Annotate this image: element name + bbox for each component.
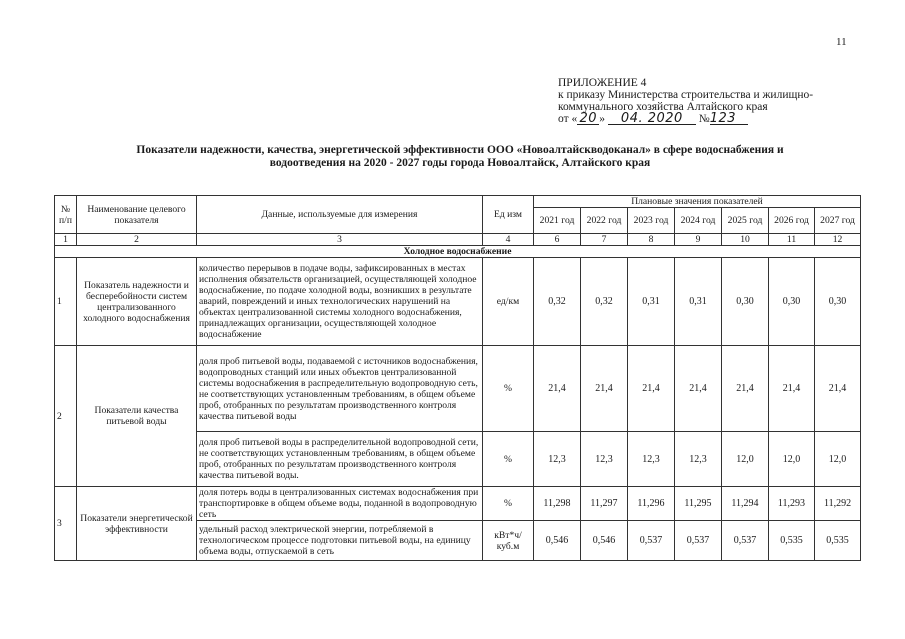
header-year: 2024 год	[675, 208, 722, 234]
unit-cell: ед/км	[483, 258, 534, 346]
value-cell: 12,0	[815, 432, 861, 487]
page-number: 11	[836, 36, 847, 48]
column-number: 11	[769, 234, 815, 246]
header-no: № п/п	[55, 196, 77, 234]
value-cell: 0,546	[581, 521, 628, 561]
unit-cell: кВт*ч/куб.м	[483, 521, 534, 561]
value-cell: 11,295	[675, 487, 722, 521]
appendix-block	[558, 77, 813, 125]
column-number: 4	[483, 234, 534, 246]
value-cell: 11,293	[769, 487, 815, 521]
unit-cell: %	[483, 432, 534, 487]
indicator-name: Показатель надежности и бесперебойности систем централизованного холодного водоснабжения	[77, 258, 197, 346]
header-name: Наименование целевого показателя	[77, 196, 197, 234]
measurement-data: доля потерь воды в централизованных системах водоснабжения при транспортировке в общем объеме воды, поданной в водопроводную сеть	[197, 487, 483, 521]
measurement-data: доля проб питьевой воды в распределительной водопроводной сети, не соответствующих установленным требованиям, в общем объеме проб, отобранных по результатам производственного контроля качества питьевой воды.	[197, 432, 483, 487]
row-number: 3	[55, 487, 77, 561]
value-cell: 11,297	[581, 487, 628, 521]
appendix-title: ПРИЛОЖЕНИЕ 4	[558, 77, 647, 89]
section-title: Холодное водоснабжение	[55, 246, 861, 258]
header-year: 2025 год	[722, 208, 769, 234]
indicator-name: Показатели энергетической эффективности	[77, 487, 197, 561]
unit-cell: %	[483, 346, 534, 432]
value-cell: 12,0	[769, 432, 815, 487]
value-cell: 12,3	[628, 432, 675, 487]
column-number: 2	[77, 234, 197, 246]
table-row	[55, 487, 861, 521]
value-cell: 21,4	[581, 346, 628, 432]
value-cell: 0,546	[534, 521, 581, 561]
value-cell: 0,31	[628, 258, 675, 346]
value-cell: 11,292	[815, 487, 861, 521]
handwritten-number: 123	[710, 114, 748, 125]
value-cell: 0,537	[722, 521, 769, 561]
value-cell: 21,4	[769, 346, 815, 432]
column-number: 1	[55, 234, 77, 246]
value-cell: 12,3	[675, 432, 722, 487]
value-cell: 21,4	[534, 346, 581, 432]
value-cell: 0,30	[769, 258, 815, 346]
appendix-line-2: коммунального хозяйства Алтайского края	[558, 101, 768, 113]
value-cell: 12,0	[722, 432, 769, 487]
measurement-data: удельный расход электрической энергии, потребляемой в технологическом процессе подготовки питьевой воды, на единицу объема воды, отпускаемой в сеть	[197, 521, 483, 561]
value-cell: 0,30	[722, 258, 769, 346]
table-row	[55, 346, 861, 432]
value-cell: 0,537	[675, 521, 722, 561]
column-number: 7	[581, 234, 628, 246]
measurement-data: доля проб питьевой воды, подаваемой с источников водоснабжения, водопроводных станций или иных объектов централизованной системы водоснабжения в распределительную водопроводную сеть, не соответствующих установленным требованиям, в общем объеме проб, отобранных по результатам производственного контроля качества питьевой воды	[197, 346, 483, 432]
header-year: 2027 год	[815, 208, 861, 234]
value-cell: 0,32	[534, 258, 581, 346]
header-data: Данные, используемые для измерения	[197, 196, 483, 234]
table-row	[55, 258, 861, 346]
header-unit: Ед изм	[483, 196, 534, 234]
value-cell: 0,31	[675, 258, 722, 346]
value-cell: 11,296	[628, 487, 675, 521]
indicator-name: Показатели качества питьевой воды	[77, 346, 197, 487]
column-number: 6	[534, 234, 581, 246]
document-title	[60, 144, 860, 170]
header-year: 2021 год	[534, 208, 581, 234]
value-cell: 21,4	[628, 346, 675, 432]
column-number: 9	[675, 234, 722, 246]
column-number: 12	[815, 234, 861, 246]
value-cell: 0,32	[581, 258, 628, 346]
document-title-line-2: водоотведения на 2020 - 2027 годы города Новоалтайск, Алтайского края	[269, 157, 651, 169]
column-number: 8	[628, 234, 675, 246]
header-year: 2026 год	[769, 208, 815, 234]
value-cell: 0,535	[815, 521, 861, 561]
value-cell: 0,537	[628, 521, 675, 561]
measurement-data: количество перерывов в подаче воды, зафиксированных в местах исполнения обязательств организацией, осуществляющей холодное водоснабжение, по подаче холодной воды, возникших в результате аварий, повреждений и иных технологических нарушений на объектах централизованной системы холодного водоснабжения, принадлежащих организации, осуществляющей холодное водоснабжение	[197, 258, 483, 346]
handwritten-day: 20	[577, 114, 599, 125]
value-cell: 12,3	[581, 432, 628, 487]
row-number: 2	[55, 346, 77, 487]
row-number: 1	[55, 258, 77, 346]
column-number: 10	[722, 234, 769, 246]
appendix-date-line	[558, 113, 813, 125]
document-title-line-1: Показатели надежности, качества, энергетической эффективности ООО «Новоалтайскводоканал» в сфере водоснабжения и	[136, 144, 784, 156]
unit-cell: %	[483, 487, 534, 521]
appendix-number-label: №	[698, 113, 710, 125]
value-cell: 21,4	[675, 346, 722, 432]
appendix-line-1: к приказу Министерства строительства и жилищно-	[558, 89, 814, 101]
value-cell: 0,535	[769, 521, 815, 561]
value-cell: 11,298	[534, 487, 581, 521]
header-plan: Плановые значения показателей	[534, 196, 861, 208]
handwritten-month-year: 04. 2020	[608, 114, 696, 125]
header-year: 2023 год	[628, 208, 675, 234]
header-year: 2022 год	[581, 208, 628, 234]
indicators-table	[54, 195, 861, 561]
value-cell: 11,294	[722, 487, 769, 521]
value-cell: 12,3	[534, 432, 581, 487]
value-cell: 0,30	[815, 258, 861, 346]
appendix-quote-close: »	[599, 113, 605, 125]
column-number: 3	[197, 234, 483, 246]
appendix-from-prefix: от «	[558, 113, 578, 125]
value-cell: 21,4	[815, 346, 861, 432]
value-cell: 21,4	[722, 346, 769, 432]
